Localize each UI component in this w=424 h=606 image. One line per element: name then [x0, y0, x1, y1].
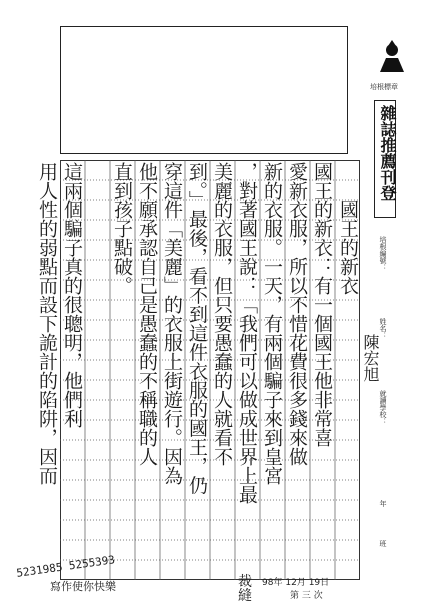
essay-column: 新的衣服。一天，有兩個騙子來到皇宮 — [261, 162, 283, 485]
seq-value: 三 — [301, 591, 311, 601]
date-year: 98 — [262, 578, 274, 588]
correction-mark-2: 縫 — [238, 588, 252, 604]
logo — [372, 38, 412, 82]
essay-column: 他不願承認自己是愚蠢的不稱職的人 — [136, 162, 158, 466]
essay-column: 美麗的衣服，但只要愚蠢的人就看不 — [211, 162, 233, 466]
grader-number-label: 培根編號： — [379, 236, 387, 271]
date-month-label: 月 — [296, 578, 306, 588]
essay-column: 到。」最後，看不到這件衣服的國王，仍 — [186, 162, 208, 495]
date-day: 19 — [308, 578, 321, 588]
correction-mark-1: 裁 — [238, 574, 252, 590]
class-label: 班 — [379, 540, 387, 547]
date-year-label: 年 — [273, 578, 283, 588]
essay-title: 國王的新衣 — [337, 200, 359, 295]
essay-column: 用人性的弱點而設下詭計的陷阱，因而 — [36, 162, 58, 485]
essay-column: 穿這件「美麗」的衣服上街遊行。因為 — [161, 162, 183, 485]
date-month: 12 — [285, 578, 297, 588]
essay-column: ，對著國王說：「我們可以做成世界上最 — [236, 162, 258, 504]
school-label: 就讀學校： — [379, 390, 387, 425]
name-label: 姓名： — [379, 318, 387, 339]
recommend-badge — [374, 100, 396, 218]
student-name: 陳宏旭 — [361, 334, 380, 382]
date-day-label: 日 — [320, 578, 330, 588]
essay-column: 這兩個騙子真的很聰明，他們利 — [61, 162, 83, 428]
essay-column: 愛新衣服，所以不惜花費很多錢來做 — [286, 162, 308, 466]
essay-column: 國王的新衣：有一個國王他非常喜 — [311, 162, 333, 447]
seq-suffix: 次 — [313, 591, 323, 601]
badge-text: 雜誌推薦刊登 — [378, 105, 397, 201]
footer-slogan: 寫作使你快樂 — [50, 580, 116, 593]
logo-figure-icon — [372, 38, 412, 78]
essay-column: 直到孩子點破。 — [111, 162, 133, 295]
stamp-box — [60, 26, 348, 154]
seq-prefix: 第 — [290, 591, 300, 601]
footer-seq — [290, 588, 323, 601]
footer-date — [262, 575, 329, 588]
footer-code: 5231985 5255393 — [15, 553, 116, 580]
grade-label: 年 — [379, 500, 387, 507]
grader-stamp-label: 培根標章 — [370, 83, 398, 91]
